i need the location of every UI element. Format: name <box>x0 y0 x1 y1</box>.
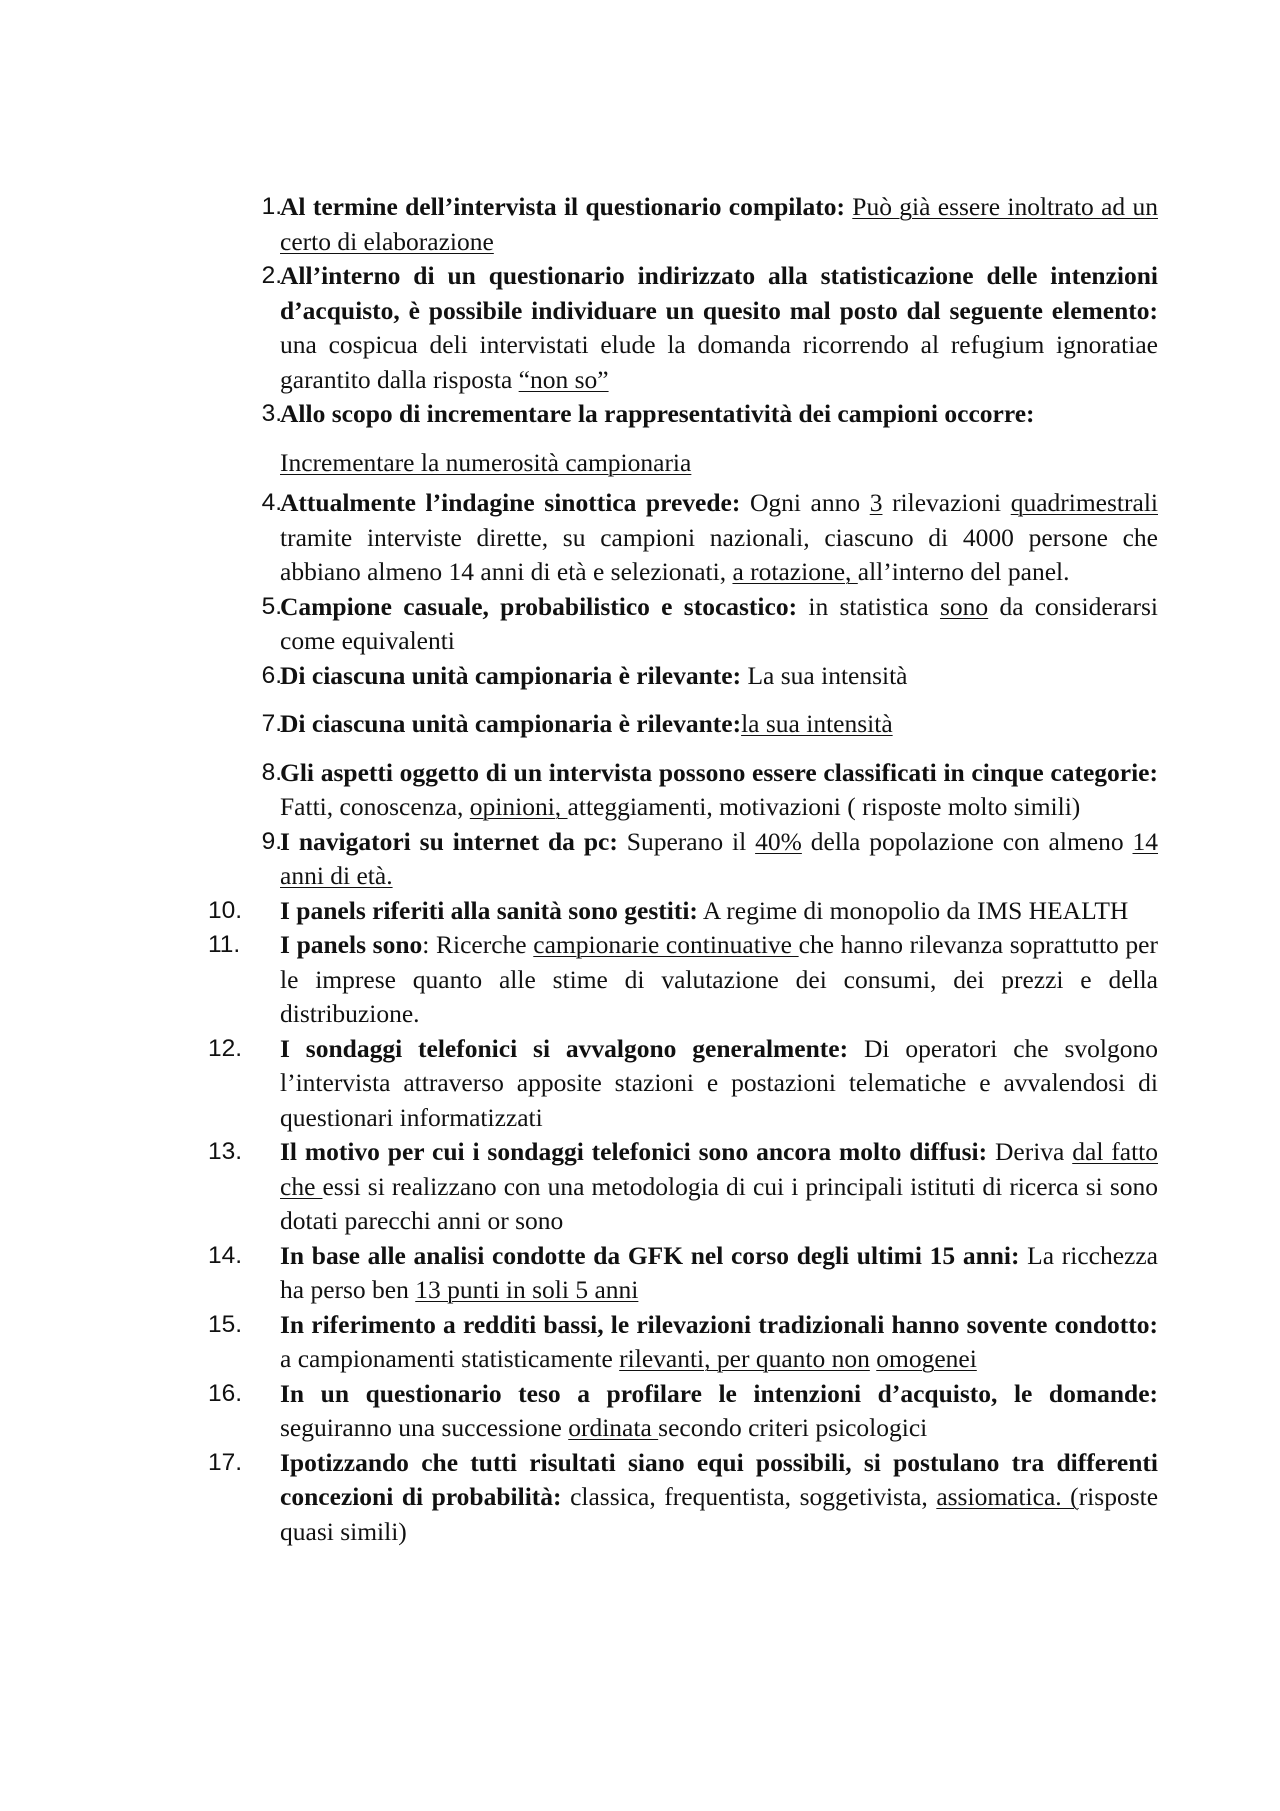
question-text: Il motivo per cui i sondaggi telefonici sono ancora molto diffusi: <box>280 1137 988 1166</box>
answer-underlined: a rotazione, <box>732 557 858 586</box>
list-item <box>238 659 1158 694</box>
item-number: 4. <box>261 489 282 516</box>
answer-text: in statistica <box>797 591 940 621</box>
question-text: I navigatori su internet da pc: <box>280 826 618 856</box>
answer-underlined: la sua intensità <box>741 709 893 738</box>
item-number: 14. <box>208 1241 243 1269</box>
question-text: Ipotizzando che tutti risultati siano equi possibili, si postulano tra differenti concezioni di probabilità: <box>280 1447 1158 1511</box>
answer-underlined: Può già essere inoltrato ad un certo di elaborazione <box>280 192 1158 256</box>
answer-underlined: 3 <box>869 488 883 517</box>
item-number: 1. <box>261 193 282 220</box>
answer-underlined: omogenei <box>876 1344 977 1373</box>
item-number: 3. <box>261 400 282 427</box>
item-number: 8. <box>261 758 282 786</box>
answer-underlined: campionarie continuative <box>533 930 799 959</box>
question-text: Gli aspetti oggetto di un intervista possono essere classificati in cinque categorie: <box>280 757 1158 787</box>
question-text: I sondaggi telefonici si avvalgono generalmente: <box>280 1033 849 1063</box>
list-item <box>238 707 1158 742</box>
item-number: 16. <box>208 1379 243 1407</box>
answer-underlined: opinioni, <box>469 792 568 821</box>
answer-underlined: sono <box>939 591 989 621</box>
answer-text: a campionamenti statisticamente <box>280 1344 620 1373</box>
list-item <box>208 1135 1158 1239</box>
answer-text: seguiranno una successione <box>280 1413 569 1442</box>
question-text: I panels sono <box>280 930 423 959</box>
list-item <box>238 486 1158 590</box>
answer-text: classica, frequentista, soggetivista, <box>561 1482 937 1511</box>
list-item <box>238 397 1158 480</box>
answer-underlined: “non so” <box>518 364 609 394</box>
list-item <box>238 756 1158 825</box>
question-text: Allo scopo di incrementare la rappresentatività dei campioni occorre: <box>280 399 1035 428</box>
list-item <box>238 590 1158 659</box>
answer-text: tramite interviste dirette, su campioni nazionali, ciascuno di 4000 persone che abbiano almeno 14 anni di età e selezionati, <box>280 522 1158 586</box>
item-number: 9. <box>261 827 282 855</box>
answer-text: A regime di monopolio da IMS HEALTH <box>697 895 1129 925</box>
answer-text: Superano il <box>617 826 756 856</box>
answer-text: secondo criteri psicologici <box>658 1413 928 1442</box>
list-item <box>208 1308 1158 1377</box>
answer-text: Fatti, conoscenza, <box>280 792 470 821</box>
answer-underlined: dal fatto che <box>280 1137 1158 1201</box>
answer-text: all’interno del panel. <box>857 557 1070 586</box>
answer-text: una cospicua deli intervistati elude la domanda ricorrendo al refugium ignoratiae garantito dalla risposta <box>280 330 1158 394</box>
answer-text: della popolazione con almeno <box>801 826 1133 856</box>
answer-text: Deriva <box>987 1137 1073 1166</box>
answer-text: che hanno rilevanza soprattutto per le imprese quanto alle stime di valutazione dei consumi, dei prezzi e della distribuzione. <box>280 930 1158 1028</box>
item-number: 2. <box>261 262 282 289</box>
item-number: 17. <box>208 1448 243 1476</box>
answer-underlined: 13 punti in soli 5 anni <box>415 1275 639 1304</box>
question-text: Campione casuale, probabilistico e stocastico: <box>280 591 798 621</box>
answer-text: Ogni anno <box>740 488 870 517</box>
item-number: 6. <box>261 661 282 689</box>
question-text: Al termine dell’intervista il questionario compilato: <box>280 192 845 221</box>
item-number: 13. <box>208 1138 243 1165</box>
list-item <box>238 190 1158 259</box>
answer-underlined: rilevanti, per quanto non <box>619 1344 870 1373</box>
list-item <box>238 259 1158 397</box>
answer-text: : Ricerche <box>422 930 534 959</box>
answer-text: Di operatori che svolgono l’intervista attraverso apposite stazioni e postazioni telematiche e avvalendosi di questionari informatizzati <box>280 1033 1158 1132</box>
list-item <box>238 825 1158 894</box>
item-number: 5. <box>261 592 282 620</box>
answer-text: da considerarsi come equivalenti <box>280 591 1158 655</box>
answer-text: atteggiamenti, motivazioni ( risposte molto simili) <box>567 792 1081 821</box>
list-item <box>208 1032 1158 1136</box>
list-item <box>208 1239 1158 1308</box>
answer-underlined: quadrimestrali <box>1010 488 1158 517</box>
question-text: Di ciascuna unità campionaria è rilevante: <box>280 660 742 690</box>
item-number: 12. <box>208 1034 243 1062</box>
question-text: In riferimento a redditi bassi, le rilevazioni tradizionali hanno sovente condotto: <box>280 1309 1158 1339</box>
list-item <box>208 1446 1159 1550</box>
question-text: All’interno di un questionario indirizzato alla statisticazione delle intenzioni d’acquisto, è possibile individuare un quesito mal posto dal seguente elemento: <box>280 261 1158 325</box>
answer-underlined: Incrementare la numerosità campionaria <box>280 447 692 477</box>
answer-underlined: ordinata <box>568 1413 659 1442</box>
question-text: In base alle analisi condotte da GFK nel corso degli ultimi 15 anni: <box>280 1240 1020 1270</box>
answer-text: essi si realizzano con una metodologia di cui i principali istituti di ricerca si sono dotati parecchi anni or sono <box>280 1171 1158 1235</box>
question-text: I panels riferiti alla sanità sono gestiti: <box>280 895 698 925</box>
document-page <box>208 190 1159 1549</box>
question-text: In un questionario teso a profilare le intenzioni d’acquisto, le domande: <box>280 1378 1158 1408</box>
item-number: 10. <box>208 896 243 924</box>
list-item <box>208 1377 1158 1446</box>
question-text: Di ciascuna unità campionaria è rilevante: <box>280 709 742 738</box>
item-number: 7. <box>261 710 282 737</box>
answer-text: La ricchezza ha perso ben <box>280 1240 1158 1304</box>
answer-text: risposte quasi simili) <box>280 1482 1159 1546</box>
question-text: Attualmente l’indagine sinottica prevede: <box>280 488 741 517</box>
item-number: 11. <box>208 931 241 958</box>
answer-underlined: 14 anni di età. <box>280 826 1159 890</box>
answer-underlined: 40% <box>755 826 802 856</box>
list-item <box>208 894 1158 929</box>
answer-text: La sua intensità <box>741 660 908 690</box>
answer-underlined: assiomatica. ( <box>936 1482 1079 1511</box>
list-item <box>208 928 1158 1032</box>
answer-text: rilevazioni <box>882 488 1011 517</box>
item-number: 15. <box>208 1310 243 1338</box>
